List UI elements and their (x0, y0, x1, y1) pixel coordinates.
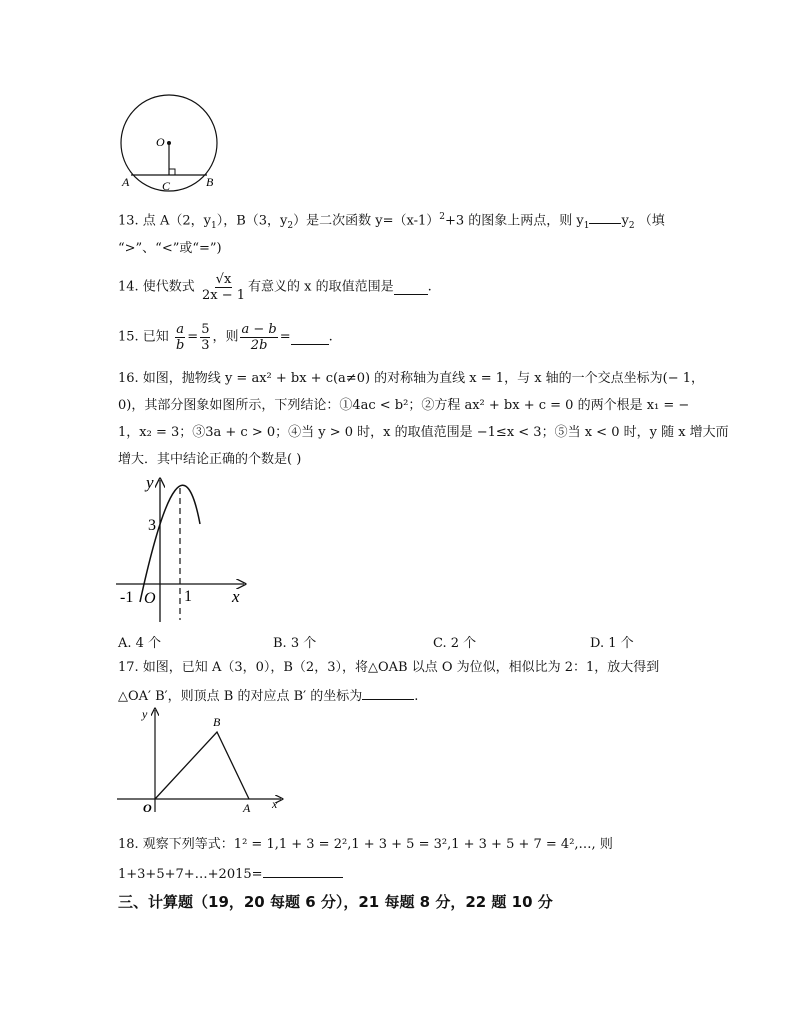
answer-blank-14[interactable] (394, 281, 428, 295)
label-a: A (243, 801, 251, 815)
label-o: O (156, 135, 165, 149)
question-16-line3: 1，x₂ = 3；③3a + c > 0；④当 y > 0 时，x 的取值范围是 −1≤x < 3；⑤当 x < 0 时，y 随 x 增大而 (118, 425, 729, 440)
answer-blank-18[interactable] (263, 864, 343, 878)
question-18-line1: 18. 观察下列等式：1² = 1,1 + 3 = 2²,1 + 3 + 5 = 3²,1 + 3 + 5 + 7 = 4²,…, 则 (118, 837, 613, 852)
answer-blank-17[interactable] (362, 686, 414, 700)
label-b: B (213, 715, 221, 729)
label-a: A (122, 175, 130, 189)
option-c[interactable]: C. 2 个 (433, 636, 477, 651)
question-16-line1: 16. 如图，抛物线 y = ax² + bx + c(a≠0) 的对称轴为直线 x = 1，与 x 轴的一个交点坐标为(− 1， (118, 371, 705, 386)
x-axis-label: x (232, 587, 240, 606)
question-14: 14. 使代数式 $\frac{√x}{2x - 1}$ 有意义的 x 的取值范围是 . (118, 272, 432, 303)
option-a[interactable]: A. 4 个 (118, 636, 162, 651)
origin-label: O (144, 590, 156, 607)
answer-blank-13[interactable] (589, 210, 621, 224)
question-15: 15. 已知 $\frac{a}{b}$ = $\frac{5}{3}$ ，则 $\frac{a - b}{2b}$ = . (118, 322, 333, 353)
question-13-line2: “>”、“<”或“=”) (118, 241, 222, 256)
tick-1: 1 (184, 588, 192, 605)
label-o: O (143, 801, 152, 815)
section-title: 三、计算题（19，20 每题 6 分），21 每题 8 分，22 题 10 分 (118, 893, 553, 911)
y-axis-label: y (146, 473, 154, 492)
triangle-oab (155, 732, 249, 799)
label-c: C (162, 179, 171, 193)
question-17-line1: 17. 如图，已知 A（3，0），B（2，3），将△OAB 以点 O 为位似，相似比为 2：1，放大得到 (118, 660, 660, 675)
tick-neg1: -1 (120, 589, 134, 606)
right-angle-mark (169, 169, 175, 175)
question-18-line2: 1+3+5+7+…+2015= (118, 864, 343, 884)
tick-3: 3 (148, 517, 156, 534)
option-b[interactable]: B. 3 个 (273, 636, 317, 651)
center-point (167, 141, 171, 145)
parabola-graph (112, 472, 252, 624)
question-13: 13. 点 A（2，$y_1$），B（3，$y_2$）是二次函数 $y=(x-1)^2+3$ 的图象上两点，则 $y_1$ $y_2$ （填 (118, 212, 665, 231)
x-axis-label: x (272, 797, 278, 811)
question-17-line2: △OA′ B′，则顶点 B 的对应点 B′ 的坐标为 . (118, 686, 418, 706)
question-16-line4: 增大．其中结论正确的个数是( ) (118, 452, 302, 467)
triangle-graph (115, 704, 287, 816)
answer-blank-15[interactable] (291, 331, 329, 345)
fraction-sqrt-x: $\frac{√x}{2x - 1}$ (201, 272, 245, 303)
option-d[interactable]: D. 1 个 (590, 636, 634, 651)
question-16-line2: 0)，其部分图象如图所示，下列结论：①4ac < b²；②方程 ax² + bx + c = 0 的两个根是 x₁ = − (118, 398, 690, 413)
y-axis-label: y (142, 707, 148, 721)
circle-figure (110, 92, 230, 196)
label-b: B (206, 175, 214, 189)
